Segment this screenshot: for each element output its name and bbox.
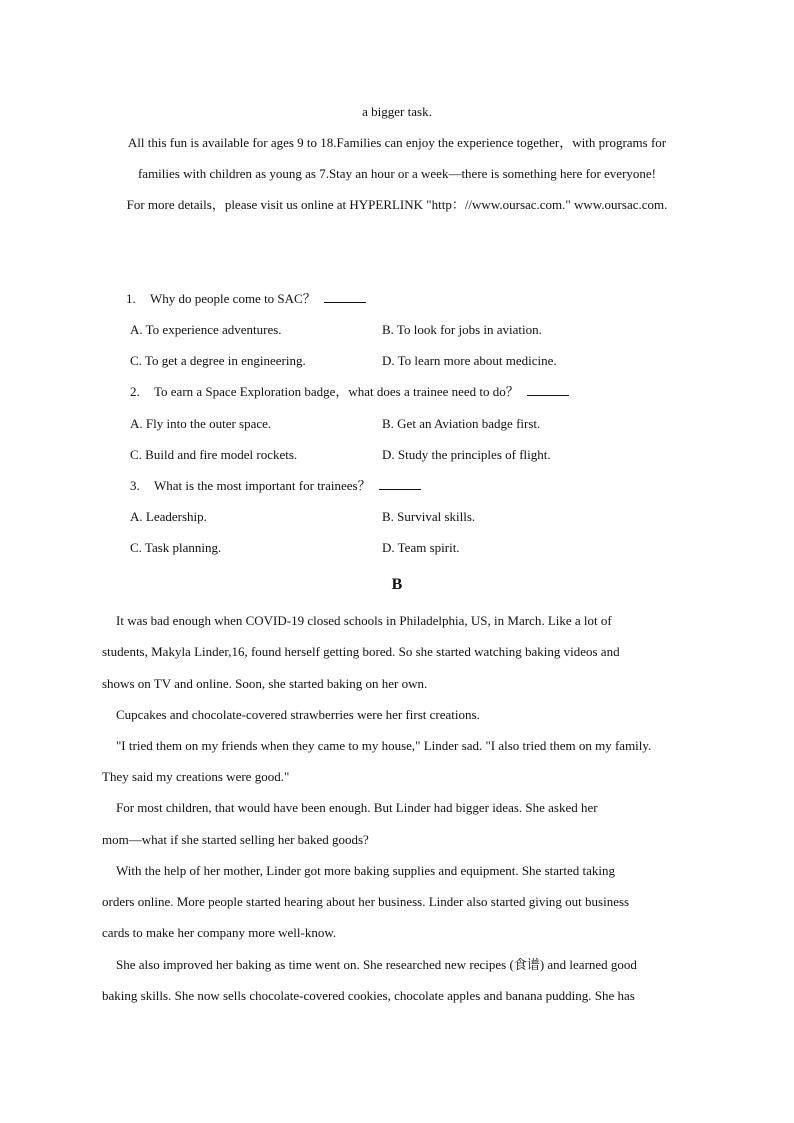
question-number: 3. [130,478,140,493]
paragraph-line: It was bad enough when COVID-19 closed schools in Philadelphia, US, in March. Like a lot of [116,613,612,628]
option-3b: B. Survival skills. [382,509,476,524]
paragraph-line: cards to make her company more well-know. [102,925,337,940]
answer-blank[interactable] [527,395,569,396]
option-1d: D. To learn more about medicine. [382,353,557,368]
question-text: Why do people come to SAC？ [150,291,316,306]
paragraph-line: They said my creations were good." [102,769,290,784]
intro-line-1: a bigger task. [362,104,432,119]
option-2a: A. Fly into the outer space. [130,416,272,431]
paragraph-line: With the help of her mother, Linder got more baking supplies and equipment. She started taking [116,863,615,878]
paragraph-line: students, Makyla Linder,16, found herself getting bored. So she started watching baking videos and [102,644,620,659]
option-2d: D. Study the principles of flight. [382,447,551,462]
question-text: What is the most important for trainees？ [154,478,371,493]
option-3a: A. Leadership. [130,509,207,524]
option-3c: C. Task planning. [130,540,222,555]
answer-blank[interactable] [379,489,421,490]
paragraph-line: orders online. More people started hearing about her business. Linder also started giving out business [102,894,630,909]
section-heading: B [391,576,403,593]
option-2c: C. Build and fire model rockets. [130,447,298,462]
intro-line-2: All this fun is available for ages 9 to 18.Families can enjoy the experience together，with programs for [127,135,667,150]
paragraph-line: Cupcakes and chocolate-covered strawberries were her first creations. [116,707,480,722]
paragraph-line: shows on TV and online. Soon, she started baking on her own. [102,676,428,691]
paragraph-line: mom—what if she started selling her baked goods? [102,832,369,847]
answer-blank[interactable] [324,302,366,303]
paragraph-line: She also improved her baking as time went on. She researched new recipes (食谱) and learned good [116,957,637,972]
question-number: 1. [126,291,136,306]
question-2 [130,384,569,400]
paragraph-line: "I tried them on my friends when they came to my house," Linder sad. "I also tried them on my family. [116,738,652,753]
option-1c: C. To get a degree in engineering. [130,353,306,368]
option-1a: A. To experience adventures. [130,322,282,337]
question-text: To earn a Space Exploration badge，what does a trainee need to do？ [154,384,519,399]
intro-line-3: families with children as young as 7.Stay an hour or a week—there is something here for everyone! [137,166,657,181]
option-2b: B. Get an Aviation badge first. [382,416,541,431]
option-1b: B. To look for jobs in aviation. [382,322,542,337]
option-3d: D. Team spirit. [382,540,460,555]
paragraph-line: For most children, that would have been enough. But Linder had bigger ideas. She asked her [116,800,598,815]
question-3 [130,478,421,494]
paragraph-line: baking skills. She now sells chocolate-covered cookies, chocolate apples and banana pudding. She has [102,988,635,1003]
question-1 [126,291,366,307]
intro-line-4: For more details，please visit us online at HYPERLINK "http：//www.oursac.com." www.oursac.com. [126,197,668,212]
question-number: 2. [130,384,140,399]
